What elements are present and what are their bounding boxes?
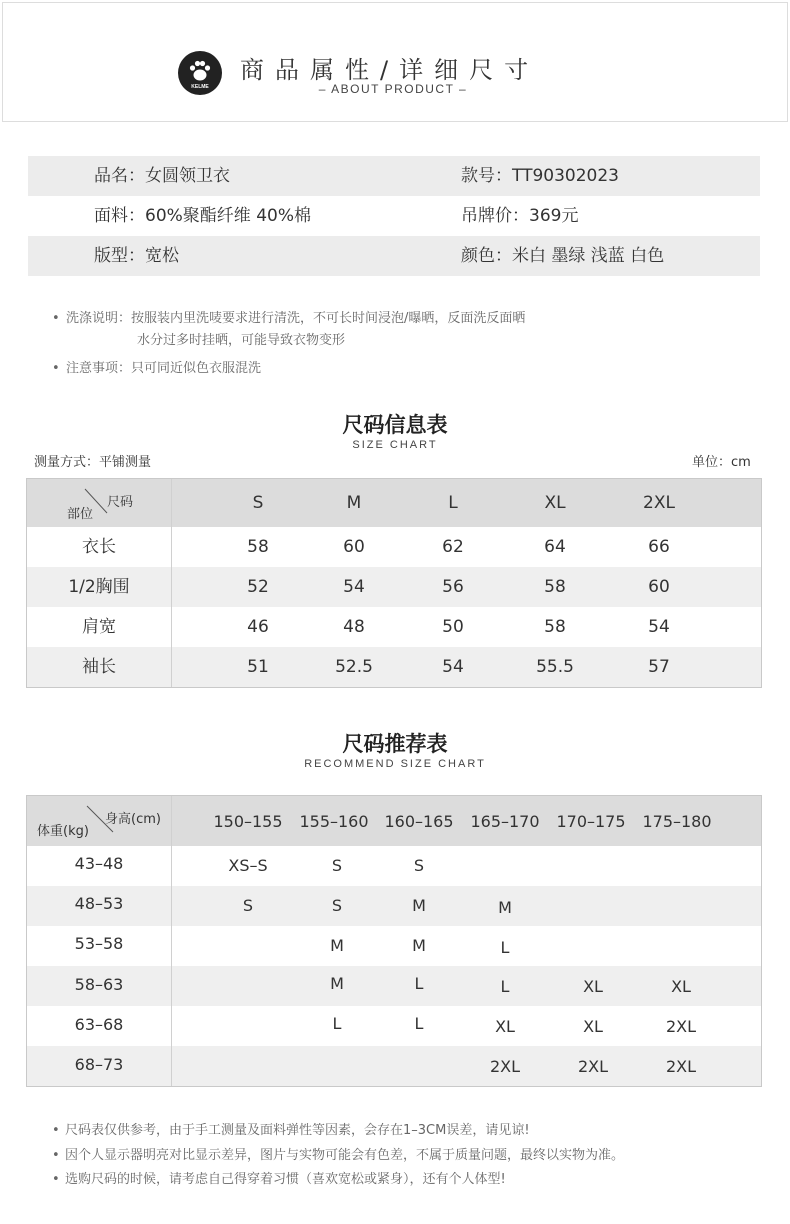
table-cell: 54 [648, 617, 670, 637]
attr-label: 品名： [94, 166, 145, 186]
bullet: • [52, 361, 60, 376]
table-cell: M [330, 936, 344, 955]
recommend-chart-subtitle: RECOMMEND SIZE CHART [304, 758, 486, 770]
recommend-chart-table [26, 795, 762, 1087]
table-header-row [27, 479, 761, 527]
care-note [52, 357, 261, 376]
table-cell: M [498, 898, 512, 917]
table-row [27, 966, 761, 1006]
table-cell: L [414, 1014, 424, 1033]
column-header: 155–160 [299, 812, 369, 831]
table-cell: 58 [247, 537, 269, 557]
table-row [27, 1046, 761, 1086]
row-label: 68–73 [27, 1046, 172, 1086]
column-header: 170–175 [556, 812, 626, 831]
table-cell: 54 [442, 657, 464, 677]
logo-wordmark: KELME [191, 84, 209, 90]
note-label: 注意事项： [66, 361, 132, 376]
attr-label: 吊牌价： [461, 206, 529, 226]
table-cell: M [330, 974, 344, 993]
table-cell: 2XL [665, 1017, 697, 1036]
table-header-row [27, 796, 761, 846]
table-cell: 52.5 [335, 657, 373, 677]
table-cell: 58 [544, 577, 566, 597]
note-text: 只可同近似色衣服混洗 [131, 361, 262, 376]
attr-value: TT90302023 [512, 166, 619, 186]
table-cell: XS–S [228, 856, 268, 875]
row-label: 58–63 [27, 966, 172, 1006]
table-row [27, 607, 761, 647]
footnote [52, 1168, 506, 1187]
table-cell: 55.5 [536, 657, 574, 677]
table-cell: 52 [247, 577, 269, 597]
corner-top-label: 身高(cm) [105, 812, 161, 827]
corner-bottom-label: 部位 [67, 507, 94, 522]
table-cell: XL [495, 1017, 515, 1036]
wash-instructions [52, 307, 525, 326]
attr-label: 面料： [94, 206, 145, 226]
table-cell: 46 [247, 617, 269, 637]
column-header: 165–170 [470, 812, 540, 831]
table-cell: 57 [648, 657, 670, 677]
table-row [27, 647, 761, 687]
column-header: 2XL [643, 493, 675, 513]
corner-top-label: 尺码 [107, 495, 134, 510]
attr-label: 款号： [461, 166, 512, 186]
table-cell: 60 [648, 577, 670, 597]
table-cell: 56 [442, 577, 464, 597]
table-cell: S [331, 856, 343, 875]
wash-label: 洗涤说明： [66, 311, 132, 326]
row-label: 袖长 [27, 647, 172, 687]
table-row [27, 1006, 761, 1046]
table-cell: L [500, 977, 510, 996]
table-row [27, 886, 761, 926]
corner-bottom-label: 体重(kg) [37, 824, 89, 839]
table-cell: 64 [544, 537, 566, 557]
corner-cell [27, 796, 172, 846]
row-label: 衣长 [27, 527, 172, 567]
page-title: 商品属性/详细尺寸 [240, 56, 540, 84]
page-subtitle: – ABOUT PRODUCT – [318, 82, 468, 96]
measure-method: 测量方式：平铺测量 [34, 455, 152, 470]
attr-label: 版型： [94, 246, 145, 266]
table-cell: 48 [343, 617, 365, 637]
table-row [27, 926, 761, 966]
bullet: • [52, 1123, 60, 1138]
column-header: M [346, 493, 362, 513]
table-cell: 2XL [665, 1057, 697, 1076]
bullet: • [52, 1172, 60, 1187]
bullet: • [52, 1148, 60, 1163]
row-label: 63–68 [27, 1006, 172, 1046]
table-cell: S [331, 896, 343, 915]
paw-icon [178, 51, 222, 95]
footnote [52, 1144, 624, 1163]
table-cell: 66 [648, 537, 670, 557]
table-row [27, 846, 761, 886]
footnote-text: 尺码表仅供参考，由于手工测量及面料弹性等因素，会存在1–3CM误差，请见谅! [65, 1123, 530, 1138]
table-cell: 62 [442, 537, 464, 557]
size-chart-table [26, 478, 762, 688]
attr-value: 60%聚酯纤维 40%棉 [145, 206, 311, 226]
table-cell: 2XL [489, 1057, 521, 1076]
table-cell: XL [583, 1017, 603, 1036]
attr-value: 女圆领卫衣 [145, 166, 230, 186]
size-chart-title: 尺码信息表 [342, 413, 448, 437]
table-cell: 54 [343, 577, 365, 597]
column-header: 160–165 [384, 812, 454, 831]
column-header: XL [544, 493, 566, 513]
table-row [27, 567, 761, 607]
table-cell: M [412, 896, 426, 915]
footnote-text: 因个人显示器明亮对比显示差异，图片与实物可能会有色差，不属于质量问题，最终以实物为准。 [65, 1148, 625, 1163]
column-header: 175–180 [642, 812, 712, 831]
attr-row [28, 196, 760, 236]
bullet: • [52, 311, 60, 326]
row-label: 43–48 [27, 846, 172, 886]
attr-row [28, 236, 760, 276]
recommend-chart-title: 尺码推荐表 [342, 732, 448, 756]
attr-row [28, 156, 760, 196]
attr-value: 369元 [529, 206, 579, 226]
size-chart-subtitle: SIZE CHART [352, 439, 438, 451]
corner-diagonal [27, 479, 172, 527]
table-cell: 50 [442, 617, 464, 637]
column-header: S [252, 493, 264, 513]
table-cell: 58 [544, 617, 566, 637]
row-label: 1/2胸围 [27, 567, 172, 607]
column-header: 150–155 [213, 812, 283, 831]
attr-label: 颜色： [461, 246, 512, 266]
corner-cell [27, 479, 172, 527]
footnote-text: 选购尺码的时候，请考虑自己得穿着习惯（喜欢宽松或紧身），还有个人体型! [65, 1172, 506, 1187]
table-cell: L [332, 1014, 342, 1033]
attr-value: 米白 墨绿 浅蓝 白色 [512, 246, 665, 266]
attr-value: 宽松 [145, 246, 179, 266]
wash-text-continued: 水分过多时挂晒，可能导致衣物变形 [137, 333, 346, 348]
unit-label: 单位：cm [692, 455, 751, 470]
table-cell: L [414, 974, 424, 993]
table-cell: S [413, 856, 425, 875]
table-cell: M [412, 936, 426, 955]
table-cell: 2XL [577, 1057, 609, 1076]
table-cell: XL [671, 977, 691, 996]
table-cell: L [500, 938, 510, 957]
table-row [27, 527, 761, 567]
row-label: 肩宽 [27, 607, 172, 647]
column-header: L [448, 493, 458, 513]
row-label: 53–58 [27, 926, 172, 966]
row-label: 48–53 [27, 886, 172, 926]
footnote [52, 1119, 530, 1138]
table-cell: 51 [247, 657, 269, 677]
brand-logo [178, 51, 222, 95]
table-cell: S [242, 896, 254, 915]
table-cell: XL [583, 977, 603, 996]
wash-text: 按服装内里洗唛要求进行清洗，不可长时间浸泡/曝晒，反面洗反面晒 [131, 311, 526, 326]
table-cell: 60 [343, 537, 365, 557]
